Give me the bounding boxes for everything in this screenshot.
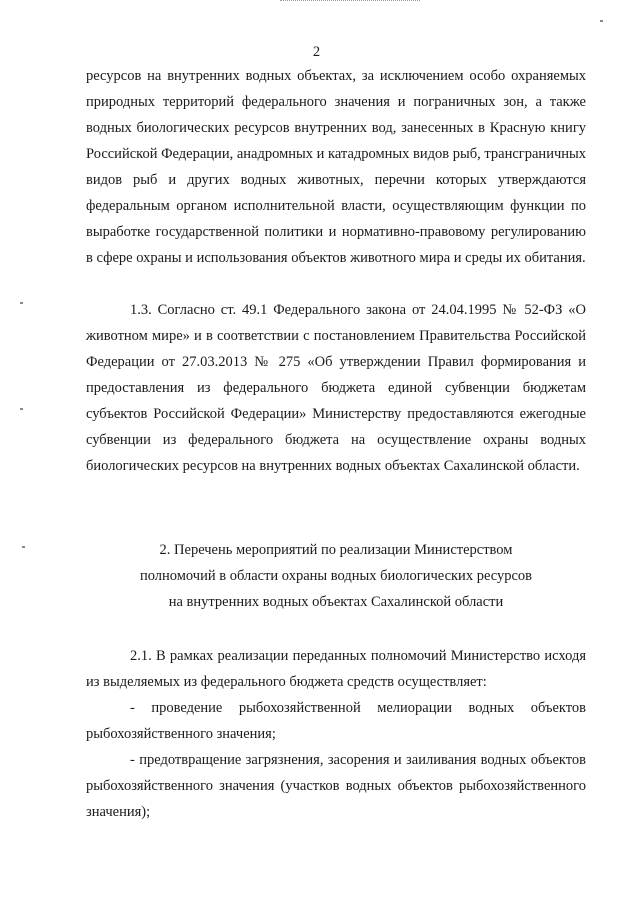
text-line: природных территорий федерального значения и пограничных зон, а также (86, 94, 586, 110)
text-line: рыбохозяйственного значения); (86, 778, 586, 820)
text-line: нормативно-правовому регулированию в сфере охраны и использования (86, 224, 587, 266)
paragraph-text (86, 643, 586, 695)
list-item (86, 695, 586, 747)
text-line: животном мире» и в соответствии с постановлением Правительства (86, 328, 511, 344)
text-line: Российской Федерации от 27.03.2013 № 275 «Об утверждении Правил (86, 328, 586, 370)
scan-artifact-dot (22, 546, 25, 548)
heading-line: полномочий в области охраны водных биологических ресурсов (139, 568, 533, 584)
text-line: книгу Российской Федерации, анадромных и катадромных видов рыб, (86, 120, 587, 162)
paragraph-continuation (86, 63, 586, 271)
paragraph-text (86, 297, 586, 479)
section-heading (86, 537, 586, 615)
text-line: исходя из выделяемых из федерального бюджета средств осуществляет: (86, 648, 587, 690)
scan-artifact-top (280, 0, 420, 4)
text-line: трансграничных видов рыб и других водных животных, перечни которых (86, 146, 586, 188)
scan-artifact-dot (20, 408, 23, 410)
list-item (86, 747, 586, 825)
text-line: рыбохозяйственного значения; (86, 726, 276, 742)
text-line: 2.1. В рамках реализации переданных полномочий Министерство (130, 648, 541, 664)
text-line: объектов рыбохозяйственного значения (участков водных объектов (86, 752, 586, 794)
text-line: ресурсов на внутренних водных объектах, за исключением особо охраняемых (86, 68, 586, 84)
text-line: утверждаются федеральным органом исполнительной власти, (86, 172, 587, 214)
page-number: 2 (312, 44, 321, 60)
text-line: 1.3. Согласно ст. 49.1 Федерального закона от 24.04.1995 № 52-ФЗ «О (130, 302, 586, 318)
paragraph-text (86, 63, 586, 271)
text-line: водных биологических ресурсов внутренних вод, занесенных в Красную (86, 120, 546, 136)
text-line: - предотвращение загрязнения, засорения и заиливания водных (130, 752, 527, 768)
text-line: формирования и предоставления из федерального бюджета единой (86, 354, 587, 396)
paragraph-2-1 (86, 643, 586, 825)
text-line: - проведение рыбохозяйственной мелиорации водных объектов (130, 700, 586, 716)
text-line: осуществляющим функции по выработке государственной политики и (86, 198, 587, 240)
text-line: объектов животного мира и среды их обитания. (291, 250, 586, 266)
scan-artifact-dot (600, 20, 603, 22)
text-line: субвенции бюджетам субъектов Российской Федерации» Министерству (86, 380, 586, 422)
heading-line: 2. Перечень мероприятий по реализации Министерством (159, 542, 513, 558)
heading-line: на внутренних водных объектах Сахалинской области (168, 594, 504, 610)
scan-artifact-dot (20, 302, 23, 304)
text-line: водных объектах Сахалинской области. (335, 458, 580, 474)
paragraph-1-3 (86, 297, 586, 479)
text-line: предоставляются ежегодные субвенции из федерального бюджета на (86, 406, 586, 448)
text-line: осуществление охраны водных биологических ресурсов на внутренних (86, 432, 586, 474)
